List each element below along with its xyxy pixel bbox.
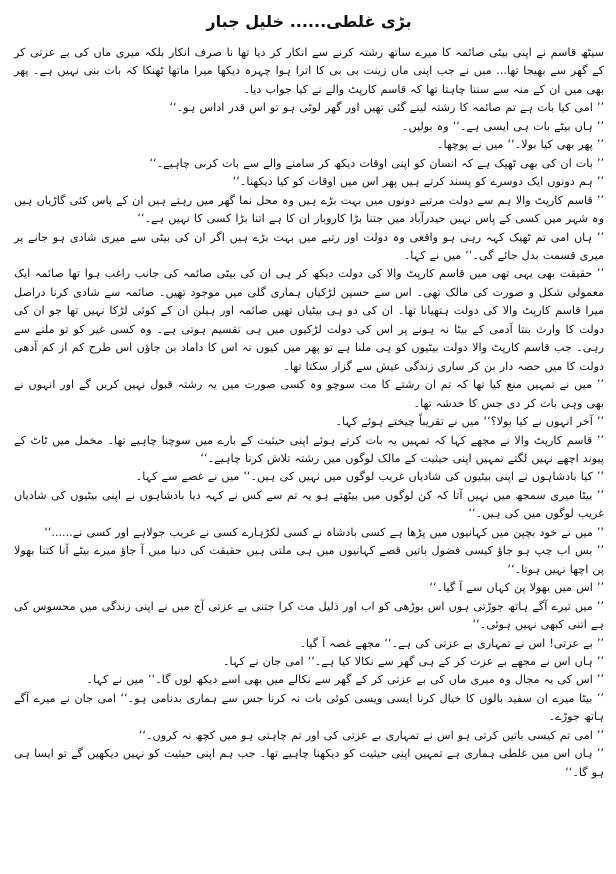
- paragraph: ’’ ہاں اس نے مجھے بے عزت کر کے ہی گھر سے نکالا کیا ہے۔‘‘ امی جان نے کہا۔: [222, 654, 604, 668]
- paragraph: ’’ کیا بادشاہوں نے اپنی بیٹیوں کی شادیاں غریب لوگوں میں نہیں کی ہیں۔‘‘ میں نے غصے سے کہا۔: [135, 470, 604, 484]
- paragraph: ’’ میں تیرے آگے ہاتھ جوڑتی ہوں اس بوڑھی کو اب اور ذلیل مت کرا جتنی بے عزتی آج میں نے اپنی زندگی میں محسوس کی ہے اتنی کبھی نہیں ہوئی۔‘‘: [14, 599, 604, 632]
- paragraph: ’’ ہاں اس میں غلطی ہماری ہے تمہیں اپنی حیثیت کو دیکھنا چاہیے تھا۔ جب ہم اپنی حیثیت کو نہیں دیکھیں گے تو ایسا ہی ہو گا۔‘‘: [14, 747, 604, 779]
- paragraph: ’’ آخر انہوں نے کیا بولا؟‘‘ میں نے تقریباً چیختے ہوئے کہا۔: [335, 415, 604, 429]
- paragraph: ’’ امی تم کیسی باتیں کرتی ہو اس نے تمہاری بے عزتی کی اور تم چاہتی ہو میں کچھ نہ کروں۔‘‘: [138, 728, 604, 742]
- paragraph: ’’ ہاں امی تم ٹھیک کہہ رہی ہو واقعی وہ دولت اور رتبے میں بہت بڑے ہیں اگر ان کی بیٹی سے میری شادی ہو جانے پر میری قسمت بدل جائے گی۔‘‘ میں نے کہا۔: [14, 230, 604, 262]
- paragraph: ’’ ہم دونوں ایک دوسرے کو پسند کرتے ہیں پھر اس میں اوقات کو کیا دیکھنا۔‘‘: [232, 175, 604, 189]
- paragraph: ’’ بیٹا میری سمجھ میں نہیں آتا کہ کن لوگوں میں بیٹھتے ہو یہ تم سے کس نے کہہ دیا بادشاہوں نے اپنی بیٹیوں کی شادیاں غریب لوگوں میں کی ہیں۔‘‘: [14, 488, 604, 521]
- paragraph: ’’ اس کی یہ مجال وہ میری ماں کی بے عزتی کر کے گھر سے نکالے میں بھی اسے دیکھ لوں گا۔‘‘ میں نے کہا۔: [86, 673, 604, 687]
- paragraph: ’’ بس اب چپ ہو جاؤ کیسی فضول باتیں قصے کہانیوں میں ہی ملتی ہیں حقیقت کی دنیا میں آ جاؤ میرے بیٹے آنا کتنا بھولا پن اچھا نہیں ہوتا۔‘‘: [14, 544, 604, 576]
- article-title: بڑی غلطی...... خلیل جبار: [206, 12, 412, 31]
- paragraph: ’’ قاسم کارپٹ والا ہم سے دولت مرتبے دونوں میں بہت بڑے ہیں وہ محل نما گھر میں رہتے ہیں ان کے پاس کئی گاڑیاں ہیں وہ شہر میں کسی کے پاس نہیں حیدرآباد میں جتنا بڑا کاروبار ان کا ہے اتنا بڑا کسی کا نہیں ہے۔‘‘: [14, 193, 604, 226]
- paragraph: ’’ بات ان کی بھی ٹھیک ہے کہ انسان کو اپنی اوقات دیکھ کر سامنے والے سے بات کرنی چاہیے۔‘‘: [149, 156, 604, 170]
- paragraph: ’’ ہاں بیٹے بات ہی ایسی ہے۔‘‘ وہ بولیں۔: [401, 119, 604, 133]
- paragraph: ’’ قاسم کارپٹ والا نے مجھے کہا کہ تمہیں یہ بات کرتے ہوئے اپنی حیثیت کے بارے میں سوچنا چاہیے تھا۔ مخمل میں ٹاٹ کے پیوند اچھے نہیں لگتے تمہیں اپنی حیثیت کے مالک لوگوں میں رشتہ تلاش کرنا چاہیے۔‘‘: [14, 433, 604, 465]
- article-body: [14, 44, 604, 782]
- paragraph: ’’ بے عزتی! اس نے تمہاری بے عزتی کی ہے۔‘‘ مجھے غصہ آ گیا۔: [299, 636, 604, 650]
- paragraph: ’’ پھر بھی کیا بولا۔‘‘ میں نے پوچھا۔: [436, 138, 604, 152]
- paragraph: ’’ اس میں بھولا پن کہاں سے آ گیا۔‘‘: [429, 581, 604, 595]
- paragraph: ’’ حقیقت بھی یہی تھی میں قاسم کارپٹ والا کی دولت دیکھ کر ہی ان کی بیٹی صائمہ کی جانب راغب ہوا تھا صائمہ ایک معمولی شکل و صورت کی مالک تھی۔ اس سے حسین لڑکیاں ہماری گلی میں موجود تھیں۔ صائمہ سے شادی کرنا دراصل میرا قاسم کارپٹ والا کی دولت ہتھیانا تھا۔ ان کی دو ہی بیٹیاں تھیں صائمہ اور ہیلن ان کے کوئی لڑکا نہیں تھا جو ان کی دولت کا وارث بنتا آدمی کے بیٹا نہ ہونے پر اس کی دولت لڑکیوں میں ہی تقسیم ہوتی ہے۔ وہ کسی غیر کو تو ملنے سے رہی۔ جب قاسم کارپٹ والا دولت بیٹیوں کو ہی ملنا ہے تو پھر میں کیوں نہ اس کا داماد بن جاؤں اس طرح کم از کم آدھی دولت کا میں حصہ دار بن کر ساری زندگی عیش سے گزار سکتا تھا۔: [14, 267, 604, 373]
- paragraph: ’’ میں نے خود بچپن میں کہانیوں میں پڑھا ہے کسی بادشاہ نے کسی لکڑہارے کسی نے غریب جولاہے اور کسی نے......‘‘: [44, 525, 604, 539]
- paragraph: سیٹھ قاسم نے اپنی بیٹی صائمہ کا میرے ساتھ رشتہ کرنے سے انکار کر دیا تھا نا صرف انکار بلکہ میری ماں کی بے عزتی کر کے گھر سے بھیجا تھا... میں نے جب اپنی ماں زینت بی بی کا اترا ہوا چہرہ دیکھا میرا ماتھا ٹھنکا کہ بات بنی نہیں ہے۔ پھر بھی میں ان کے منہ سے سننا چاہتا تھا کہ قاسم کارپٹ والے نے کیا جواب دیا۔: [14, 46, 604, 96]
- paragraph: ’’ امی کیا بات ہے تم صائمہ کا رشتہ لینے گئی تھیں اور گھر لوٹی ہو تو اس قدر اداس ہو۔‘‘: [169, 101, 604, 115]
- paragraph: ’’ میں نے تمہیں منع کیا تھا کہ تم ان رشتے کا مت سوچو وہ کسی صورت میں یہ رشتہ قبول نہیں کریں گے اور انہوں نے بھی وہی بات کر دی جس کا خدشہ تھا۔: [14, 378, 604, 410]
- paragraph: ’’ بیٹا میرے ان سفید بالوں کا خیال کرنا ایسی ویسی کوئی بات نہ کرنا جس سے ہماری بدنامی ہو۔‘‘ امی جان نے میرے آگے ہاتھ جوڑے۔: [14, 691, 604, 724]
